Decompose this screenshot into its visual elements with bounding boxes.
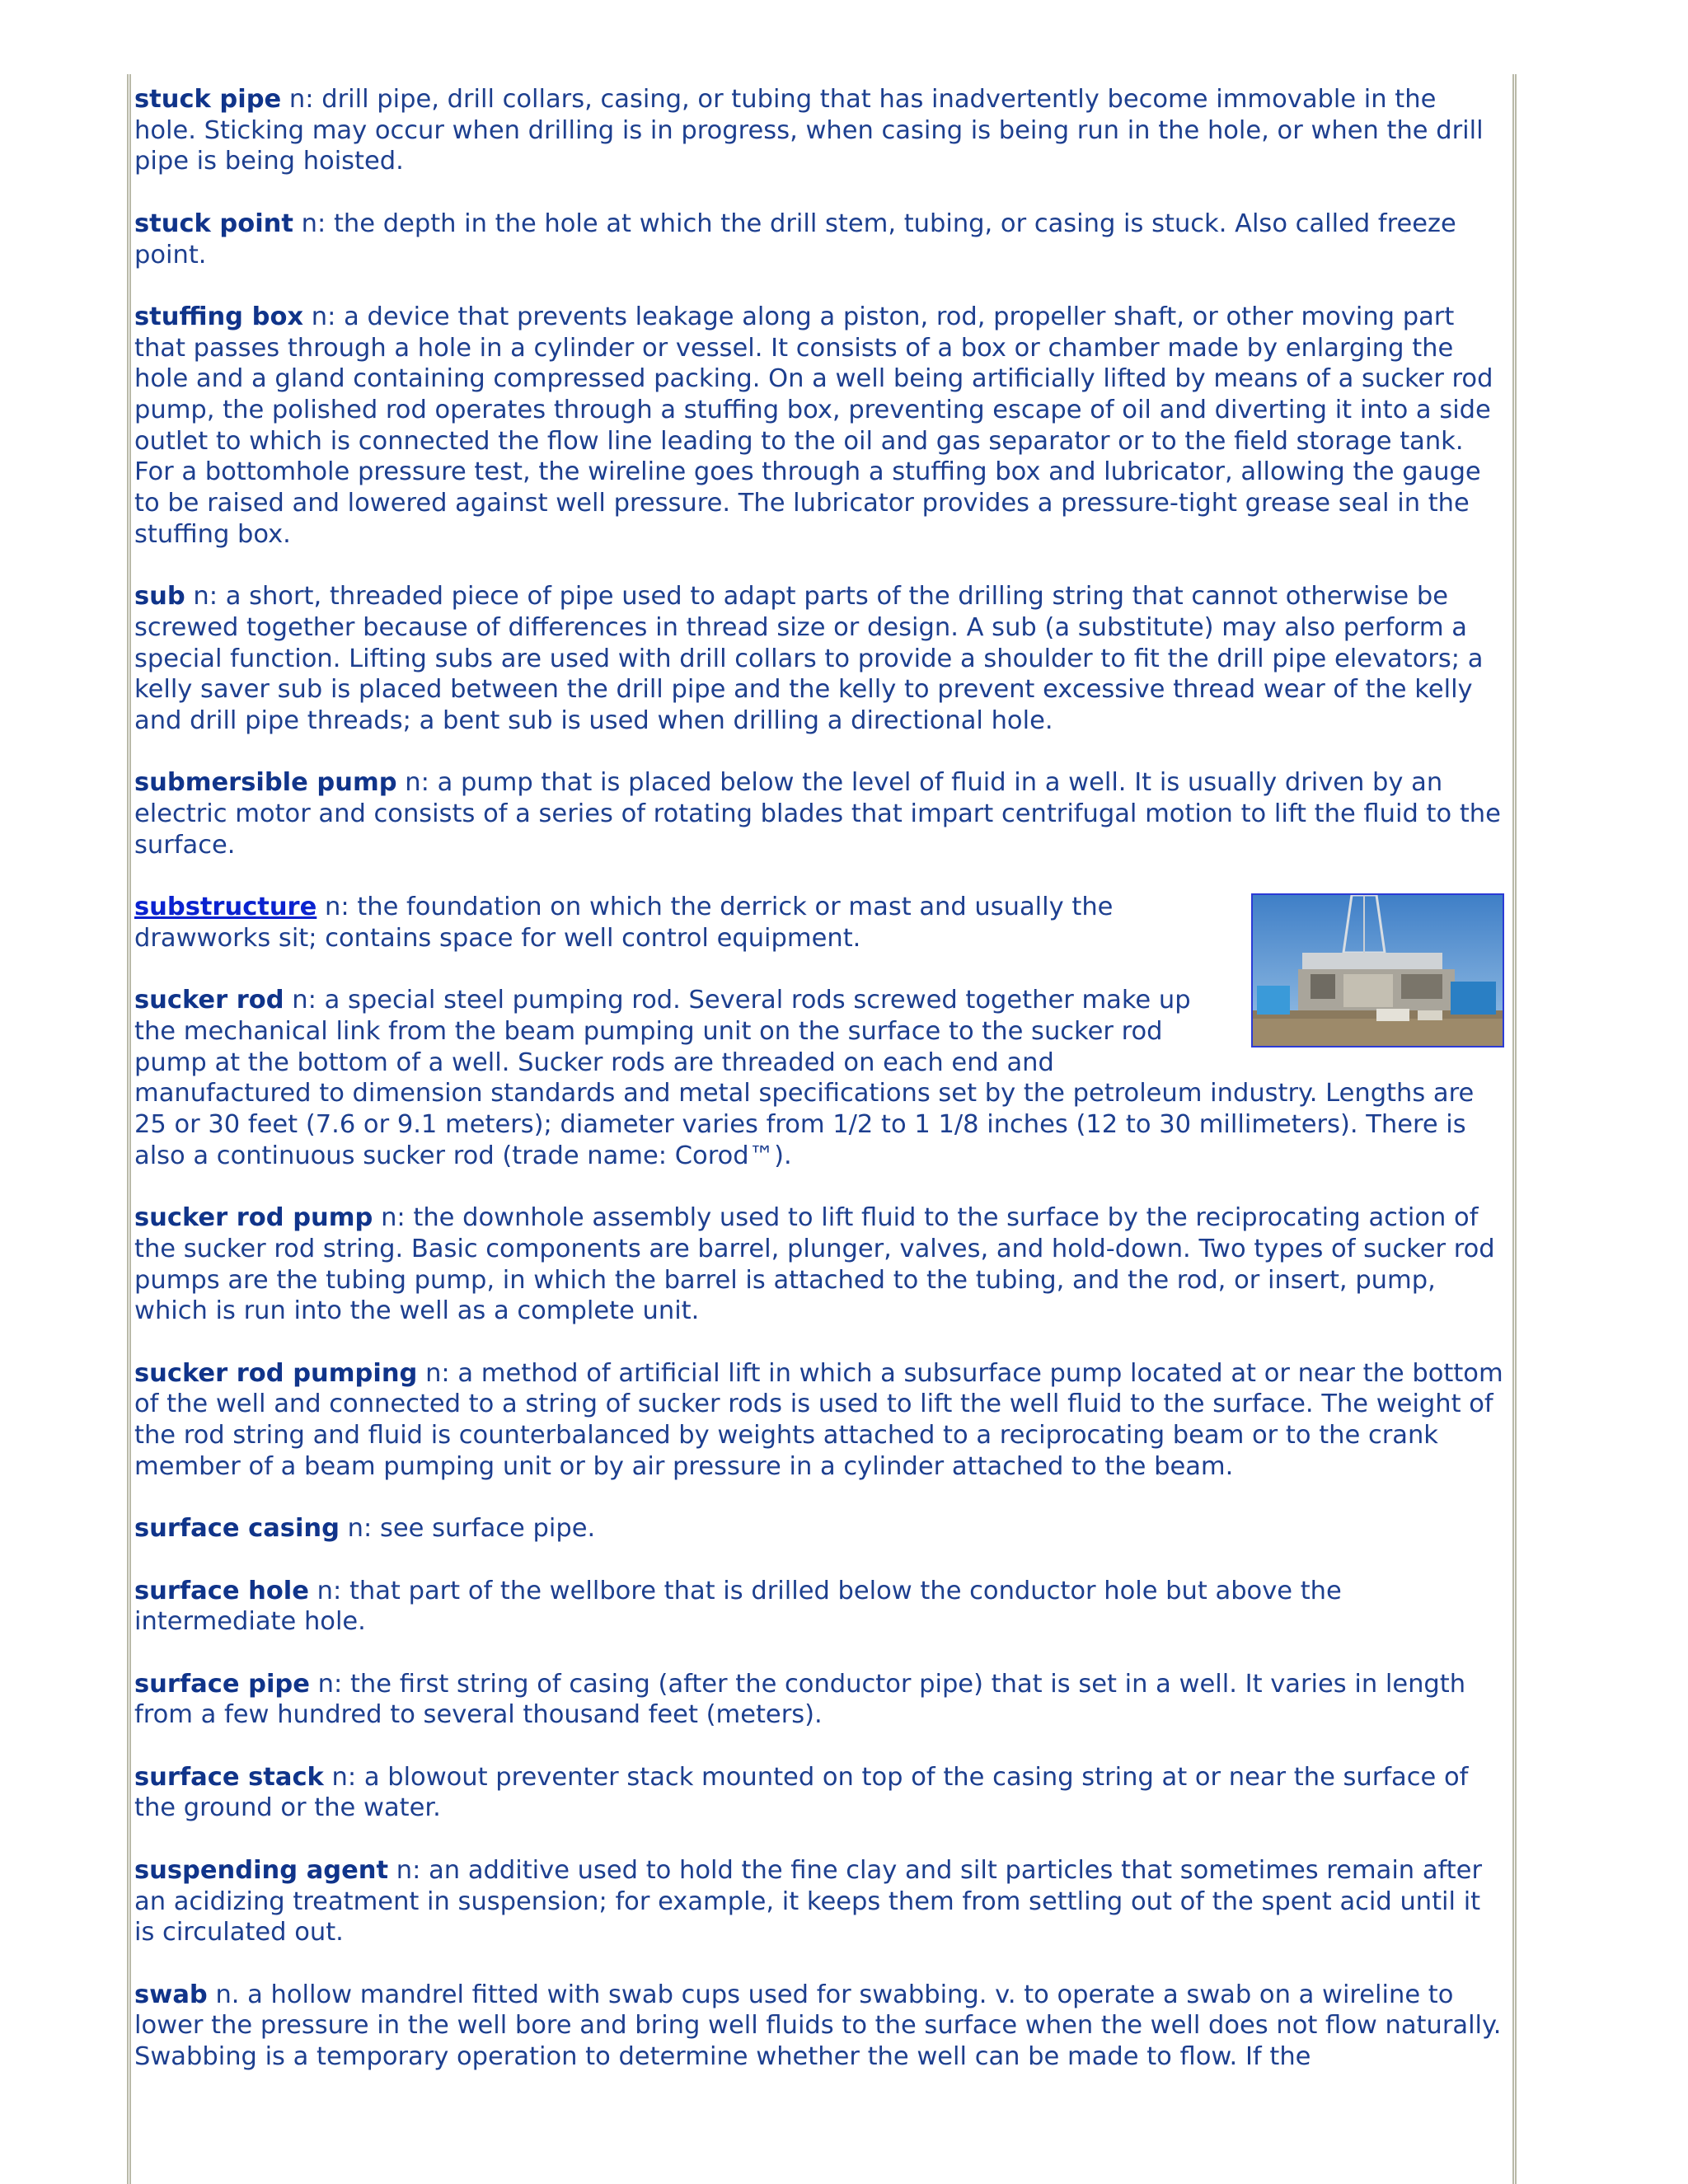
definition-swab: n. a hollow mandrel fitted with swab cups used for swabbing. v. to operate a swab on a wireline to lower the pressure in the well bore and bring well fluids to the surface when the well does not flow naturally. Swabbing is a temporary operation to determine whether the well can be made to flow. If the (134, 1980, 1502, 2072)
term-stuck-point: stuck point (134, 209, 293, 238)
glossary-entry-sub (134, 581, 1504, 737)
definition-sucker-rod-pumping: n: a method of artificial lift in which a subsurface pump located at or near the bottom of the well and connected to a string of sucker rods is used to lift the well fluid to the surface. The weight of the rod string and fluid is counterbalanced by weights attached to a reciprocating beam or to the crank member of a beam pumping unit or by air pressure in a cylinder attached to the beam. (134, 1358, 1503, 1481)
glossary-entry-sucker-rod-pump (134, 1202, 1504, 1327)
definition-substructure: n: the foundation on which the derrick or mast and usually the drawworks sit; contains space for well control equipment. (134, 893, 1114, 953)
definition-sub: n: a short, threaded piece of pipe used to adapt parts of the drilling string that cannot otherwise be screwed together because of differences in thread size or design. A sub (a substitute) may also perform a special function. Lifting subs are used with drill collars to provide a shoulder to fit the drill pipe elevators; a kelly saver sub is placed between the drill pipe and the kelly to prevent excessive thread wear of the kelly and drill pipe threads; a bent sub is used when drilling a directional hole. (134, 582, 1484, 736)
glossary-entry-submersible-pump (134, 767, 1504, 860)
definition-surface-stack: n: a blowout preventer stack mounted on top of the casing string at or near the surface of the ground or the water. (134, 1762, 1469, 1823)
definition-stuck-pipe: n: drill pipe, drill collars, casing, or tubing that has inadvertently become immovable in the hole. Sticking may occur when drilling is in progress, when casing is being run in the hole, or when the drill pipe is being hoisted. (134, 85, 1484, 176)
glossary-entry-surface-pipe (134, 1669, 1504, 1731)
glossary-entry-stuck-point (134, 209, 1504, 270)
glossary-content (134, 84, 1504, 2103)
term-suspending-agent: suspending agent (134, 1855, 389, 1885)
term-submersible-pump: submersible pump (134, 768, 397, 798)
definition-suspending-agent: n: an additive used to hold the fine clay and silt particles that sometimes remain after an acidizing treatment in suspension; for example, it keeps them from settling out of the spent acid until it is circulated out. (134, 1855, 1482, 1947)
glossary-entry-substructure (134, 892, 1504, 954)
glossary-entry-sucker-rod-pumping (134, 1358, 1504, 1483)
substructure-link[interactable]: substructure (134, 893, 317, 922)
definition-submersible-pump: n: a pump that is placed below the level of fluid in a well. It is usually driven by an electric motor and consists of a series of rotating blades that impart centrifugal motion to lift the fluid to the surface. (134, 768, 1501, 860)
glossary-entry-suspending-agent (134, 1855, 1504, 1948)
definition-stuffing-box: n: a device that prevents leakage along a piston, rod, propeller shaft, or other moving part that passes through a hole in a cylinder or vessel. It consists of a box or chamber made by enlarging the hole and a gland containing compressed packing. On a well being artificially lifted by means of a sucker rod pump, the polished rod operates through a stuffing box, preventing escape of oil and diverting it into a side outlet to which is connected the flow line leading to the oil and gas separator or to the field storage tank. For a bottomhole pressure test, the wireline goes through a stuffing box and lubricator, allowing the gauge to be raised and lowered against well pressure. The lubricator provides a pressure-tight grease seal in the stuffing box. (134, 302, 1493, 549)
term-surface-pipe: surface pipe (134, 1669, 310, 1699)
definition-sucker-rod-pump: n: the downhole assembly used to lift fluid to the surface by the reciprocating action of the sucker rod string. Basic components are barrel, plunger, valves, and hold-down. Two types of sucker rod pumps are the tubing pump, in which the barrel is attached to the tubing, and the rod, or insert, pump, which is run into the well as a complete unit. (134, 1203, 1495, 1326)
definition-surface-pipe: n: the first string of casing (after the conductor pipe) that is set in a well. It varies in length from a few hundred to several thousand feet (meters). (134, 1669, 1466, 1730)
term-sucker-rod-pump: sucker rod pump (134, 1203, 373, 1233)
definition-surface-casing: n: see surface pipe. (339, 1514, 596, 1544)
term-sucker-rod: sucker rod (134, 986, 284, 1015)
term-stuck-pipe: stuck pipe (134, 85, 282, 114)
glossary-entry-sucker-rod (134, 985, 1504, 1171)
glossary-entry-swab (134, 1980, 1504, 2073)
glossary-entry-stuffing-box (134, 302, 1504, 551)
term-sucker-rod-pumping: sucker rod pumping (134, 1358, 418, 1388)
term-swab: swab (134, 1980, 208, 2009)
term-surface-hole: surface hole (134, 1576, 309, 1605)
term-stuffing-box: stuffing box (134, 302, 304, 331)
term-surface-casing: surface casing (134, 1514, 340, 1544)
glossary-entry-surface-stack (134, 1762, 1504, 1824)
term-sub: sub (134, 582, 185, 612)
term-surface-stack: surface stack (134, 1762, 324, 1792)
definition-sucker-rod: n: a special steel pumping rod. Several rods screwed together make up the mechanical link from the beam pumping unit on the surface to the sucker rod pump at the bottom of a well. Sucker rods are threaded on each end and manufactured to dimension standards and metal specifications set by the petroleum industry. Lengths are 25 or 30 feet (7.6 or 9.1 meters); diameter varies from 1/2 to 1 1/8 inches (12 to 30 millimeters). There is also a continuous sucker rod (trade name: Corod™). (134, 986, 1475, 1170)
glossary-entry-stuck-pipe (134, 84, 1504, 177)
definition-surface-hole: n: that part of the wellbore that is drilled below the conductor hole but above the intermediate hole. (134, 1576, 1342, 1637)
glossary-entry-surface-hole (134, 1576, 1504, 1638)
definition-stuck-point: n: the depth in the hole at which the drill stem, tubing, or casing is stuck. Also called freeze point. (134, 209, 1456, 269)
glossary-entry-surface-casing (134, 1513, 1504, 1544)
